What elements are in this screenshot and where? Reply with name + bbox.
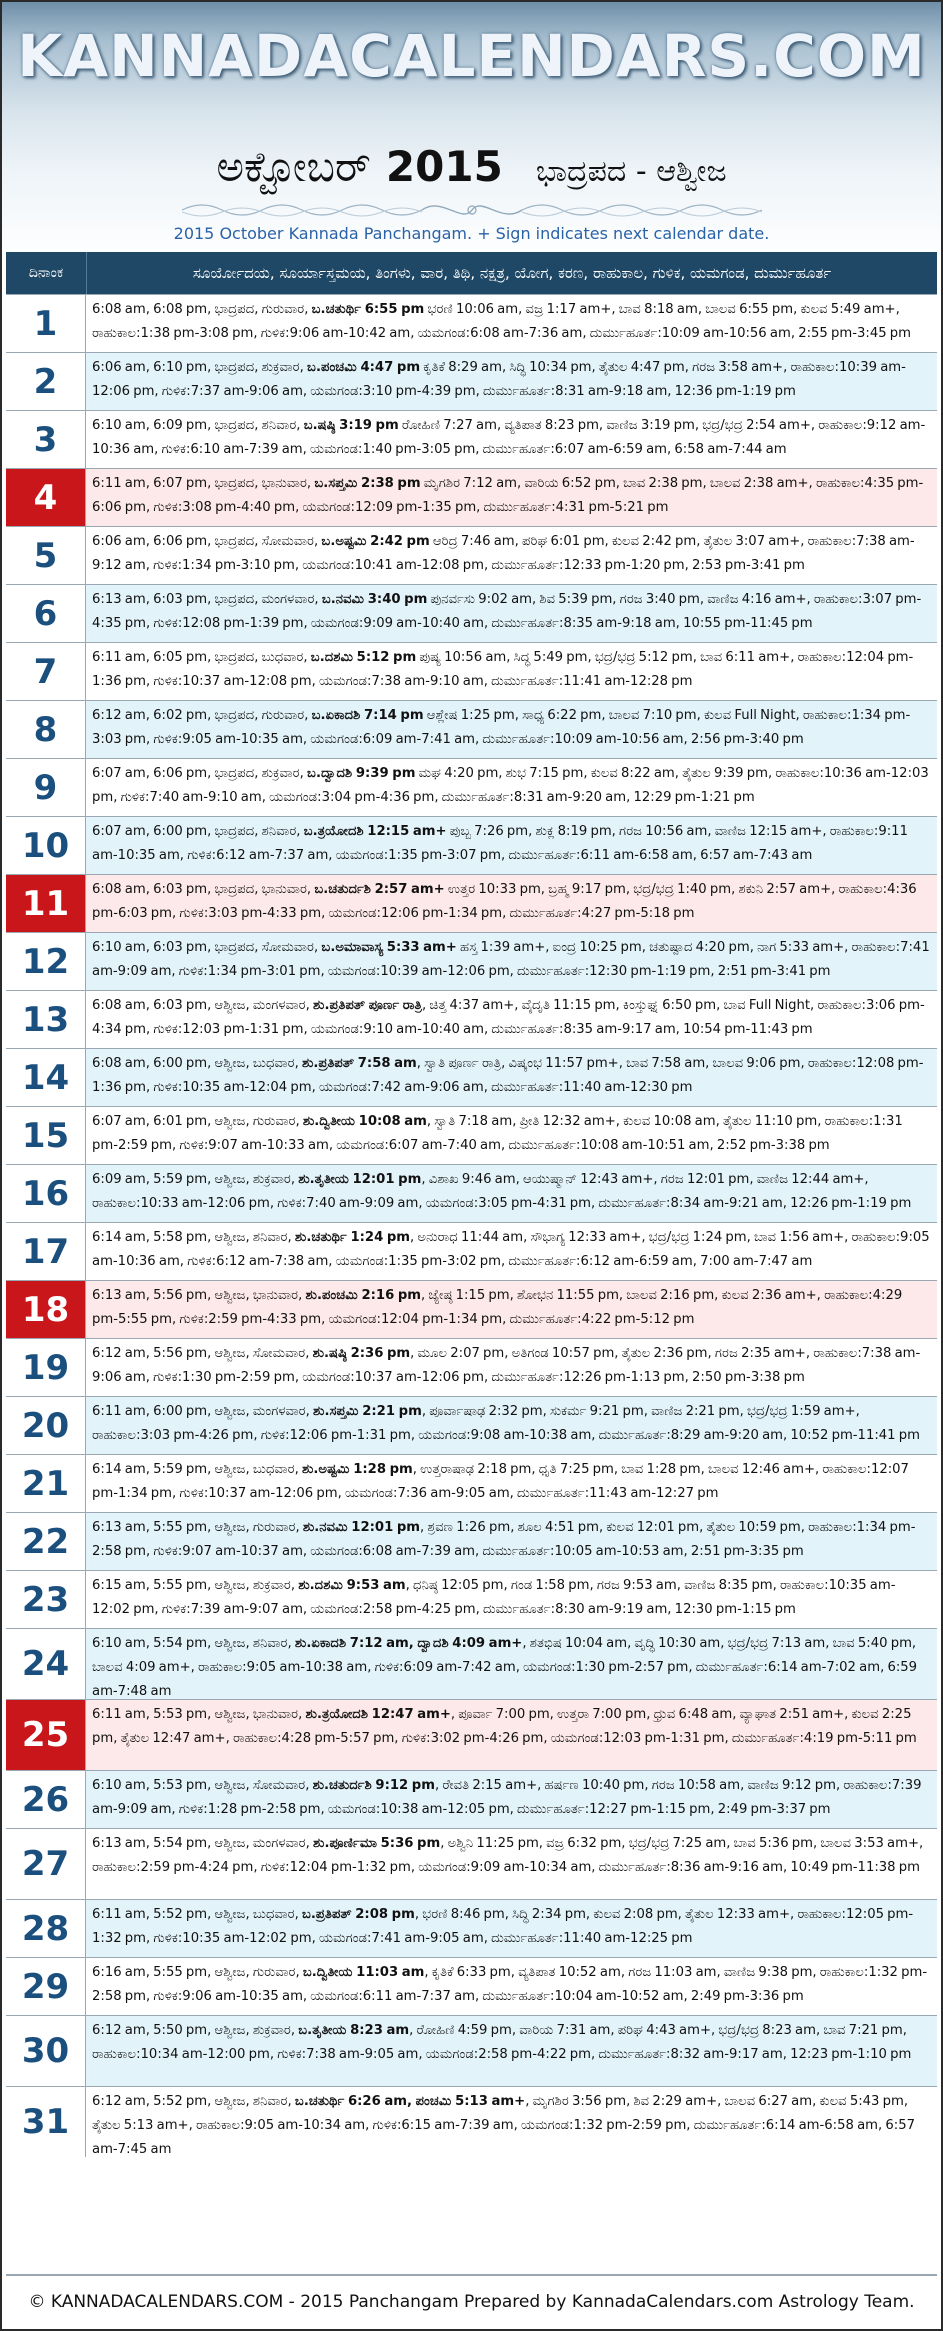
day-details-lead: 6:13 am, 6:03 pm, ಭಾದ್ರಪದ, ಮಂಗಳವಾರ, (92, 592, 322, 607)
tithi: ಬ.ಪ್ರತಿಪತ್ 2:08 pm (301, 1907, 415, 1922)
day-details-rest: , ಜ್ಯೇಷ್ಠ 1:15 pm, ಶೋಭನ 11:55 pm, ಬಾಲವ 2:16 pm, ಕುಲವ 2:36 am+, ರಾಹುಕಾಲ:4:29 pm-5:55 pm, ಗುಳಿಕ:2:59 pm-4:33 pm, ಯಮಗಂಡ:12:04 pm-1:34 pm, ದುರ್ಮುಹೂರ್ತ:4:22 pm-5:12 pm (92, 1288, 903, 1327)
day-details-lead: 6:10 am, 6:03 pm, ಭಾದ್ರಪದ, ಸೋಮವಾರ, (92, 940, 322, 955)
day-details (86, 2087, 937, 2157)
day-details-rest: ಭರಣಿ 10:06 am, ವಜ್ರ 1:17 am+, ಬಾವ 8:18 am, ಬಾಲವ 6:55 pm, ಕುಲವ 5:49 am+, ರಾಹುಕಾಲ:1:38 pm-3:08 pm, ಗುಳಿಕ:9:06 am-10:42 am, ಯಮಗಂಡ:6:08 am-7:36 am, ದುರ್ಮುಹೂರ್ತ:10:09 am-10:56 am, 2:55 pm-3:45 pm (92, 302, 912, 341)
day-details-rest: , ಪೂರ್ವಾಷಾಢ 2:32 pm, ಸುಕರ್ಮ 9:21 pm, ವಾಣಿಜ 2:21 pm, ಭದ್ರ/ಭದ್ರ 1:59 am+, ರಾಹುಕಾಲ:3:03 pm-4:26 pm, ಗುಳಿಕ:12:06 pm-1:31 pm, ಯಮಗಂಡ:9:08 am-10:38 am, ದುರ್ಮುಹೂರ್ತ:8:29 am-9:20 am, 10:52 pm-11:41 pm (92, 1404, 920, 1443)
tithi: ಬ.ತ್ರಯೋದಶಿ 12:15 am+ (303, 824, 447, 839)
tithi: ಶು.ಪ್ರತಿಪತ್ 7:58 am (301, 1056, 417, 1071)
day-details (86, 527, 937, 584)
date-number: 9 (6, 759, 86, 816)
subtitle: 2015 October Kannada Panchangam. + Sign indicates next calendar date. (173, 224, 770, 243)
day-details (86, 1829, 937, 1899)
date-number: 20 (6, 1397, 86, 1454)
day-details (86, 1629, 937, 1699)
day-row (6, 1770, 937, 1828)
day-details-rest: ಮೃಗಶಿರ 7:12 am, ವಾರಿಯ 6:52 pm, ಬಾವ 2:38 pm, ಬಾಲವ 2:38 am+, ರಾಹುಕಾಲ:4:35 pm-6:06 pm, ಗುಳಿಕ:3:08 pm-4:40 pm, ಯಮಗಂಡ:12:09 pm-1:35 pm, ದುರ್ಮುಹೂರ್ತ:4:31 pm-5:21 pm (92, 476, 924, 515)
date-number: 24 (6, 1629, 86, 1699)
day-details-lead: 6:12 am, 5:52 pm, ಆಶ್ವೀಜ, ಶನಿವಾರ, (92, 2094, 295, 2109)
day-row (6, 816, 937, 874)
day-details-lead: 6:07 am, 6:06 pm, ಭಾದ್ರಪದ, ಶುಕ್ರವಾರ, (92, 766, 308, 781)
date-number: 16 (6, 1165, 86, 1222)
tithi: ಬ.ತೃತೀಯ 8:23 am (298, 2023, 410, 2038)
date-number: 19 (6, 1339, 86, 1396)
day-row (6, 1957, 937, 2015)
tithi: ಶು.ದಶಮಿ 9:53 am (298, 1578, 406, 1593)
date-number: 31 (6, 2087, 86, 2157)
day-details-lead: 6:11 am, 6:05 pm, ಭಾದ್ರಪದ, ಬುಧವಾರ, (92, 650, 311, 665)
tithi: ಶು.ಪೂರ್ಣಿಮಾ 5:36 pm (313, 1836, 441, 1851)
day-details-lead: 6:10 am, 5:54 pm, ಆಶ್ವೀಜ, ಶನಿವಾರ, (92, 1636, 295, 1651)
day-details-rest: , ರೋಹಿಣಿ 4:59 pm, ವಾರಿಯ 7:31 am, ಪರಿಘ 4:43 am+, ಭದ್ರ/ಭದ್ರ 8:23 am, ಬಾವ 7:21 pm, ರಾಹುಕಾಲ:10:34 am-12:00 pm, ಗುಳಿಕ:7:38 am-9:05 am, ಯಮಗಂಡ:2:58 pm-4:22 pm, ದುರ್ಮುಹೂರ್ತ:8:32 am-9:17 am, 12:23 pm-1:10 pm (92, 2023, 912, 2062)
day-details-lead: 6:07 am, 6:00 pm, ಭಾದ್ರಪದ, ಶನಿವಾರ, (92, 824, 304, 839)
day-details-rest: ಪುನರ್ವಸು 9:02 am, ಶಿವ 5:39 pm, ಗರಜ 3:40 pm, ವಾಣಿಜ 4:16 am+, ರಾಹುಕಾಲ:3:07 pm-4:35 pm, ಗುಳಿಕ:12:08 pm-1:39 pm, ಯಮಗಂಡ:9:09 am-10:40 am, ದುರ್ಮುಹೂರ್ತ:8:35 am-9:18 am, 10:55 pm-11:45 pm (92, 592, 922, 631)
day-details-lead: 6:08 am, 6:03 pm, ಆಶ್ವೀಜ, ಮಂಗಳವಾರ, (92, 998, 314, 1013)
day-details-rest: , ಮೂಲ 2:07 pm, ಅತಿಗಂಡ 10:57 pm, ತೈತುಲ 2:36 pm, ಗರಜ 2:35 am+, ರಾಹುಕಾಲ:7:38 am-9:06 am, ಗುಳಿಕ:1:30 pm-2:59 pm, ಯಮಗಂಡ:10:37 am-12:06 pm, ದುರ್ಮುಹೂರ್ತ:12:26 pm-1:13 pm, 2:50 pm-3:38 pm (92, 1346, 921, 1385)
tithi: ಬ.ಚತುರ್ಥಿ 6:55 pm (311, 302, 425, 317)
day-row (6, 932, 937, 990)
day-details-lead: 6:11 am, 5:53 pm, ಆಶ್ವೀಜ, ಭಾನುವಾರ, (92, 1707, 306, 1722)
day-details-rest: , ಶ್ರವಣ 1:26 pm, ಶೂಲ 4:51 pm, ಕುಲವ 12:01 pm, ತೈತುಲ 10:59 pm, ರಾಹುಕಾಲ:1:34 pm-2:58 pm, ಗುಳಿಕ:9:07 am-10:37 am, ಯಮಗಂಡ:6:08 am-7:39 am, ದುರ್ಮುಹೂರ್ತ:10:05 am-10:53 am, 2:51 pm-3:35 pm (92, 1520, 916, 1559)
day-details (86, 875, 937, 932)
day-row (6, 1828, 937, 1899)
date-number: 12 (6, 933, 86, 990)
day-details-lead: 6:14 am, 5:58 pm, ಆಶ್ವೀಜ, ಶನಿವಾರ, (92, 1230, 295, 1245)
site-title[interactable]: KANNADACALENDARS.COM (17, 22, 926, 90)
day-details (86, 411, 937, 468)
ornament-divider (182, 198, 762, 222)
table-header (6, 252, 937, 294)
panchangam-table (6, 252, 937, 2157)
day-details (86, 2016, 937, 2086)
tithi: ಬ.ದ್ವಾದಶಿ 9:39 pm (307, 766, 416, 781)
day-details-lead: 6:08 am, 6:00 pm, ಆಶ್ವೀಜ, ಬುಧವಾರ, (92, 1056, 302, 1071)
year: 2015 (385, 142, 503, 191)
day-details (86, 759, 937, 816)
date-number: 1 (6, 295, 86, 352)
day-details-rest: , ಶತಭಿಷ 10:04 am, ವೃದ್ಧಿ 10:30 am, ಭದ್ರ/ಭದ್ರ 7:13 am, ಬಾವ 5:40 pm, ಬಾಲವ 4:09 am+, ರಾಹುಕಾಲ:9:05 am-10:38 am, ಗುಳಿಕ:6:09 am-7:42 am, ಯಮಗಂಡ:1:30 pm-2:57 pm, ದುರ್ಮುಹೂರ್ತ:6:14 am-7:02 am, 6:59 am-7:48 am (92, 1636, 918, 1699)
day-details (86, 295, 937, 352)
day-details (86, 469, 937, 526)
day-details (86, 1223, 937, 1280)
date-number: 28 (6, 1900, 86, 1957)
day-details (86, 353, 937, 410)
day-row (6, 1899, 937, 1957)
masa-label: ಭಾದ್ರಪದ - ಆಶ್ವೀಜ (535, 154, 727, 189)
day-row (6, 1699, 937, 1770)
day-row (6, 1280, 937, 1338)
day-details-lead: 6:08 am, 6:03 pm, ಭಾದ್ರಪದ, ಭಾನುವಾರ, (92, 882, 315, 897)
date-number: 23 (6, 1571, 86, 1628)
day-details-lead: 6:10 am, 6:09 pm, ಭಾದ್ರಪದ, ಶನಿವಾರ, (92, 418, 304, 433)
tithi: ಬ.ಚತುರ್ಥಿ 6:26 am, ಪಂಚಮಿ 5:13 am+ (294, 2094, 526, 2109)
day-details-rest: ಆರಿದ್ರ 7:46 am, ಪರಿಘ 6:01 pm, ಕುಲವ 2:42 pm, ತೈತುಲ 3:07 am+, ರಾಹುಕಾಲ:7:38 am-9:12 am, ಗುಳಿಕ:1:34 pm-3:10 pm, ಯಮಗಂಡ:10:41 am-12:08 pm, ದುರ್ಮುಹೂರ್ತ:12:33 pm-1:20 pm, 2:53 pm-3:41 pm (92, 534, 915, 573)
day-row (6, 1628, 937, 1699)
date-number: 26 (6, 1771, 86, 1828)
tithi: ಬ.ನವಮಿ 3:40 pm (321, 592, 428, 607)
day-details-rest: , ಸ್ವಾತಿ ಪೂರ್ಣ ರಾತ್ರಿ, ವಿಷ್ಕಂಭ 11:57 pm+, ಬಾವ 7:58 am, ಬಾಲವ 9:06 pm, ರಾಹುಕಾಲ:12:08 pm-1:36 pm, ಗುಳಿಕ:10:35 am-12:04 pm, ಯಮಗಂಡ:7:42 am-9:06 am, ದುರ್ಮುಹೂರ್ತ:11:40 am-12:30 pm (92, 1056, 924, 1095)
day-details (86, 817, 937, 874)
day-details-rest: , ಸ್ವಾತಿ 7:18 am, ಪ್ರೀತಿ 12:32 am+, ಕುಲವ 10:08 am, ತೈತುಲ 11:10 pm, ರಾಹುಕಾಲ:1:31 pm-2:59 pm, ಗುಳಿಕ:9:07 am-10:33 am, ಯಮಗಂಡ:6:07 am-7:40 am, ದುರ್ಮುಹೂರ್ತ:10:08 am-10:51 am, 2:52 pm-3:38 pm (92, 1114, 903, 1153)
date-number: 25 (6, 1700, 86, 1770)
day-details (86, 585, 937, 642)
date-number: 13 (6, 991, 86, 1048)
day-details (86, 1165, 937, 1222)
tithi: ಶು.ಚತುರ್ದಶಿ 9:12 pm (312, 1778, 435, 1793)
day-row (6, 1396, 937, 1454)
day-details-rest: ಮಘ 4:20 pm, ಶುಭ 7:15 pm, ಕುಲವ 8:22 am, ತೈತುಲ 9:39 pm, ರಾಹುಕಾಲ:10:36 am-12:03 pm, ಗುಳಿಕ:7:40 am-9:10 am, ಯಮಗಂಡ:3:04 pm-4:36 pm, ದುರ್ಮುಹೂರ್ತ:8:31 am-9:20 am, 12:29 pm-1:21 pm (92, 766, 929, 805)
date-number: 22 (6, 1513, 86, 1570)
day-details (86, 1049, 937, 1106)
day-details (86, 1513, 937, 1570)
day-row (6, 468, 937, 526)
tithi: ಬ.ಷಷ್ಠಿ 3:19 pm (303, 418, 399, 433)
tithi: ಬ.ಅಷ್ಟಮಿ 2:42 pm (321, 534, 430, 549)
date-number: 21 (6, 1455, 86, 1512)
date-number: 3 (6, 411, 86, 468)
day-details (86, 933, 937, 990)
tithi: ಶು.ತೃತೀಯ 12:01 pm (298, 1172, 422, 1187)
day-row (6, 526, 937, 584)
day-details (86, 1107, 937, 1164)
day-details-rest: , ಚಿತ್ತ 4:37 am+, ವೈದೃತಿ 11:15 pm, ಕಿಂಸ್ತುಘ್ನ 6:50 pm, ಬಾವ Full Night, ರಾಹುಕಾಲ:3:06 pm-4:34 pm, ಗುಳಿಕ:12:03 pm-1:31 pm, ಯಮಗಂಡ:9:10 am-10:40 am, ದುರ್ಮುಹೂರ್ತ:8:35 am-9:17 am, 10:54 pm-11:43 pm (92, 998, 925, 1037)
date-column-header: ದಿನಾಂಕ (6, 252, 87, 294)
day-row (6, 990, 937, 1048)
day-row (6, 1222, 937, 1280)
day-details-rest: ಪುಬ್ಬ 7:26 pm, ಶುಕ್ಲ 8:19 pm, ಗರಜ 10:56 am, ವಾಣಿಜ 12:15 am+, ರಾಹುಕಾಲ:9:11 am-10:35 am, ಗುಳಿಕ:6:12 am-7:37 am, ಯಮಗಂಡ:1:35 pm-3:07 pm, ದುರ್ಮುಹೂರ್ತ:6:11 am-6:58 am, 6:57 am-7:43 am (92, 824, 908, 863)
day-details-lead: 6:06 am, 6:06 pm, ಭಾದ್ರಪದ, ಸೋಮವಾರ, (92, 534, 322, 549)
day-details-rest: , ಪೂರ್ವಾ 7:00 pm, ಉತ್ತರಾ 7:00 pm, ಧ್ರುವ 6:48 am, ವ್ಯಾಘಾತ 2:51 am+, ಕುಲವ 2:25 pm, ತೈತುಲ 12:47 am+, ರಾಹುಕಾಲ:4:28 pm-5:57 pm, ಗುಳಿಕ:3:02 pm-4:26 pm, ಯಮಗಂಡ:12:03 pm-1:31 pm, ದುರ್ಮುಹೂರ್ತ:4:19 pm-5:11 pm (92, 1707, 917, 1746)
day-row (6, 758, 937, 816)
tithi: ಶು.ಅಷ್ಟಮಿ 1:28 pm (301, 1462, 413, 1477)
day-details-lead: 6:10 am, 5:53 pm, ಆಶ್ವೀಜ, ಸೋಮವಾರ, (92, 1778, 313, 1793)
day-details-lead: 6:12 am, 5:56 pm, ಆಶ್ವೀಜ, ಸೋಮವಾರ, (92, 1346, 313, 1361)
day-row (6, 1106, 937, 1164)
date-number: 4 (6, 469, 86, 526)
date-number: 11 (6, 875, 86, 932)
day-details (86, 1339, 937, 1396)
day-details (86, 1700, 937, 1770)
date-number: 18 (6, 1281, 86, 1338)
day-details-rest: ಉತ್ತರ 10:33 pm, ಬ್ರಹ್ಮ 9:17 pm, ಭದ್ರ/ಭದ್ರ 1:40 pm, ಶಕುನಿ 2:57 am+, ರಾಹುಕಾಲ:4:36 pm-6:03 pm, ಗುಳಿಕ:3:03 pm-4:33 pm, ಯಮಗಂಡ:12:06 pm-1:34 pm, ದುರ್ಮುಹೂರ್ತ:4:27 pm-5:18 pm (92, 882, 917, 921)
tithi: ಬ.ಸಪ್ತಮಿ 2:38 pm (314, 476, 421, 491)
day-details (86, 643, 937, 700)
day-row (6, 874, 937, 932)
day-details-rest: , ವಿಶಾಖ 9:46 am, ಆಯುಷ್ಮಾನ್ 12:43 am+, ಗರಜ 12:01 pm, ವಾಣಿಜ 12:44 am+, ರಾಹುಕಾಲ:10:33 am-12:06 pm, ಗುಳಿಕ:7:40 am-9:09 am, ಯಮಗಂಡ:3:05 pm-4:31 pm, ದುರ್ಮುಹೂರ್ತ:8:34 am-9:21 am, 12:26 pm-1:19 pm (92, 1172, 912, 1211)
tithi: ಶು.ಪ್ರತಿಪತ್ ಪೂರ್ಣ ರಾತ್ರಿ (313, 998, 422, 1013)
tithi: ಬ.ಚತುರ್ದಶಿ 2:57 am+ (314, 882, 445, 897)
day-details-rest: ರೋಹಿಣಿ 7:27 am, ವ್ಯತಿಪಾತ 8:23 pm, ವಾಣಿಜ 3:19 pm, ಭದ್ರ/ಭದ್ರ 2:54 am+, ರಾಹುಕಾಲ:9:12 am-10:36 am, ಗುಳಿಕ:6:10 am-7:39 am, ಯಮಗಂಡ:1:40 pm-3:05 pm, ದುರ್ಮುಹೂರ್ತ:6:07 am-6:59 am, 6:58 am-7:44 am (92, 418, 926, 457)
tithi: ಬ.ಏಕಾದಶಿ 7:14 pm (311, 708, 424, 723)
tithi: ಶು.ಚತುರ್ಥಿ 1:24 pm (294, 1230, 411, 1245)
day-row (6, 2015, 937, 2086)
tithi: ಬ.ದಶಮಿ 5:12 pm (310, 650, 417, 665)
tithi: ಬ.ಅಮಾವಾಸ್ಯ 5:33 am+ (321, 940, 457, 955)
tithi: ಶು.ಸಪ್ತಮಿ 2:21 pm (313, 1404, 422, 1419)
day-details (86, 991, 937, 1048)
day-details-rest: , ಅಶ್ವಿನಿ 11:25 pm, ವಜ್ರ 6:32 pm, ಭದ್ರ/ಭದ್ರ 7:25 am, ಬಾವ 5:36 pm, ಬಾಲವ 3:53 am+, ರಾಹುಕಾಲ:2:59 pm-4:24 pm, ಗುಳಿಕ:12:04 pm-1:32 pm, ಯಮಗಂಡ:9:09 am-10:34 am, ದುರ್ಮುಹೂರ್ತ:8:36 am-9:16 am, 10:49 pm-11:38 pm (92, 1836, 924, 1875)
date-number: 30 (6, 2016, 86, 2086)
day-details-rest: , ಮೃಗಶಿರ 3:56 pm, ಶಿವ 2:29 am+, ಬಾಲವ 6:27 am, ಕುಲವ 5:43 pm, ತೈತುಲ 5:13 am+, ರಾಹುಕಾಲ:9:05 am-10:34 am, ಗುಳಿಕ:6:15 am-7:39 am, ಯಮಗಂಡ:1:32 pm-2:59 pm, ದುರ್ಮುಹೂರ್ತ:6:14 am-6:58 am, 6:57 am-7:45 am (92, 2094, 916, 2157)
month-title (2, 142, 941, 192)
table-body (6, 294, 937, 2157)
date-number: 14 (6, 1049, 86, 1106)
date-number: 2 (6, 353, 86, 410)
day-row (6, 642, 937, 700)
tithi: ಶು.ಏಕಾದಶಿ 7:12 am, ದ್ವಾದಶಿ 4:09 am+ (294, 1636, 523, 1651)
day-details-lead: 6:06 am, 6:10 pm, ಭಾದ್ರಪದ, ಶುಕ್ರವಾರ, (92, 360, 308, 375)
day-details (86, 1900, 937, 1957)
day-details (86, 1571, 937, 1628)
day-row (6, 410, 937, 468)
tithi: ಶು.ದ್ವಿತೀಯ 10:08 am (302, 1114, 427, 1129)
day-row (6, 1512, 937, 1570)
day-details-rest: ಪುಷ್ಯ 10:56 am, ಸಿದ್ಧ 5:49 pm, ಭದ್ರ/ಭದ್ರ 5:12 pm, ಬಾವ 6:11 am+, ರಾಹುಕಾಲ:12:04 pm-1:36 pm, ಗುಳಿಕ:10:37 am-12:08 pm, ಯಮಗಂಡ:7:38 am-9:10 am, ದುರ್ಮುಹೂರ್ತ:11:41 am-12:28 pm (92, 650, 914, 689)
day-details-lead: 6:16 am, 5:55 pm, ಆಶ್ವೀಜ, ಗುರುವಾರ, (92, 1965, 303, 1980)
day-row (6, 700, 937, 758)
day-details (86, 701, 937, 758)
date-number: 6 (6, 585, 86, 642)
date-number: 15 (6, 1107, 86, 1164)
day-details-lead: 6:14 am, 5:59 pm, ಆಶ್ವೀಜ, ಬುಧವಾರ, (92, 1462, 302, 1477)
day-details (86, 1771, 937, 1828)
day-details-lead: 6:12 am, 5:50 pm, ಆಶ್ವೀಜ, ಶುಕ್ರವಾರ, (92, 2023, 299, 2038)
details-column-header: ಸೂರ್ಯೋದಯ, ಸೂರ್ಯಾಸ್ತಮಯ, ತಿಂಗಳು, ವಾರ, ತಿಥಿ, ನಕ್ಷತ್ರ, ಯೋಗ, ಕರಣ, ರಾಹುಕಾಲ, ಗುಳಿಕ, ಯಮಗಂಡ, ದುರ್ಮುಹೂರ್ತ (192, 264, 832, 282)
day-row (6, 1338, 937, 1396)
day-details-lead: 6:11 am, 5:52 pm, ಆಶ್ವೀಜ, ಬುಧವಾರ, (92, 1907, 302, 1922)
day-details-rest: ಆಶ್ಲೇಷ 1:25 pm, ಸಾಧ್ಯ 6:22 pm, ಬಾಲವ 7:10 pm, ಕುಲವ Full Night, ರಾಹುಕಾಲ:1:34 pm-3:03 pm, ಗುಳಿಕ:9:05 am-10:35 am, ಯಮಗಂಡ:6:09 am-7:41 am, ದುರ್ಮುಹೂರ್ತ:10:09 am-10:56 am, 2:56 pm-3:40 pm (92, 708, 911, 747)
day-details-rest: ಹಸ್ತ 1:39 am+, ಐಂದ್ರ 10:25 pm, ಚತುಷ್ಪಾದ 4:20 pm, ನಾಗ 5:33 am+, ರಾಹುಕಾಲ:7:41 am-9:09 am, ಗುಳಿಕ:1:34 pm-3:01 pm, ಯಮಗಂಡ:10:39 am-12:06 pm, ದುರ್ಮುಹೂರ್ತ:12:30 pm-1:19 pm, 2:51 pm-3:41 pm (92, 940, 930, 979)
page-header (2, 2, 941, 260)
day-details (86, 1281, 937, 1338)
tithi: ಬ.ಪಂಚಮಿ 4:47 pm (307, 360, 421, 375)
tithi: ಶು.ತ್ರಯೋದಶಿ 12:47 am+ (305, 1707, 451, 1722)
day-details-rest: ಕೃತಿಕೆ 8:29 am, ಸಿದ್ಧಿ 10:34 pm, ತೈತುಲ 4:47 pm, ಗರಜ 3:58 am+, ರಾಹುಕಾಲ:10:39 am-12:06 pm, ಗುಳಿಕ:7:37 am-9:06 am, ಯಮಗಂಡ:3:10 pm-4:39 pm, ದುರ್ಮುಹೂರ್ತ:8:31 am-9:18 am, 12:36 pm-1:19 pm (92, 360, 906, 399)
date-number: 10 (6, 817, 86, 874)
day-details-rest: , ಧನಿಷ್ಠ 12:05 pm, ಗಂಡ 1:58 pm, ಗರಜ 9:53 am, ವಾಣಿಜ 8:35 pm, ರಾಹುಕಾಲ:10:35 am-12:02 pm, ಗುಳಿಕ:7:39 am-9:07 am, ಯಮಗಂಡ:2:58 pm-4:25 pm, ದುರ್ಮುಹೂರ್ತ:8:30 am-9:19 am, 12:30 pm-1:15 pm (92, 1578, 896, 1617)
day-details-rest: , ಅನುರಾಧ 11:44 am, ಸೌಭಾಗ್ಯ 12:33 am+, ಭದ್ರ/ಭದ್ರ 1:24 pm, ಬಾವ 1:56 am+, ರಾಹುಕಾಲ:9:05 am-10:36 am, ಗುಳಿಕ:6:12 am-7:38 am, ಯಮಗಂಡ:1:35 pm-3:02 pm, ದುರ್ಮುಹೂರ್ತ:6:12 am-6:59 am, 7:00 am-7:47 am (92, 1230, 930, 1269)
day-details-rest: , ಉತ್ತರಾಷಾಢ 2:18 pm, ಧೃತಿ 7:25 pm, ಬಾವ 1:28 pm, ಬಾಲವ 12:46 am+, ರಾಹುಕಾಲ:12:07 pm-1:34 pm, ಗುಳಿಕ:10:37 am-12:06 pm, ಯಮಗಂಡ:7:36 am-9:05 am, ದುರ್ಮುಹೂರ್ತ:11:43 am-12:27 pm (92, 1462, 909, 1501)
day-details (86, 1958, 937, 2015)
tithi: ಶು.ಷಷ್ಠಿ 2:36 pm (312, 1346, 411, 1361)
day-details-lead: 6:09 am, 5:59 pm, ಆಶ್ವೀಜ, ಶುಕ್ರವಾರ, (92, 1172, 299, 1187)
day-details-lead: 6:11 am, 6:00 pm, ಆಶ್ವೀಜ, ಮಂಗಳವಾರ, (92, 1404, 314, 1419)
day-row (6, 1570, 937, 1628)
day-row (6, 2086, 937, 2157)
date-number: 17 (6, 1223, 86, 1280)
day-row (6, 1454, 937, 1512)
day-row (6, 294, 937, 352)
date-number: 8 (6, 701, 86, 758)
day-row (6, 1048, 937, 1106)
tithi: ಶು.ಪಂಚಮಿ 2:16 pm (305, 1288, 422, 1303)
day-details (86, 1455, 937, 1512)
day-details-lead: 6:13 am, 5:56 pm, ಆಶ್ವೀಜ, ಭಾನುವಾರ, (92, 1288, 306, 1303)
day-details-lead: 6:13 am, 5:55 pm, ಆಶ್ವೀಜ, ಗುರುವಾರ, (92, 1520, 303, 1535)
tithi: ಶು.ನವಮಿ 12:01 pm (302, 1520, 421, 1535)
day-details-lead: 6:12 am, 6:02 pm, ಭಾದ್ರಪದ, ಗುರುವಾರ, (92, 708, 312, 723)
tithi: ಬ.ದ್ವಿತೀಯ 11:03 am (302, 1965, 425, 1980)
day-row (6, 352, 937, 410)
day-details-lead: 6:15 am, 5:55 pm, ಆಶ್ವೀಜ, ಶುಕ್ರವಾರ, (92, 1578, 299, 1593)
date-number: 5 (6, 527, 86, 584)
month-name: ಅಕ್ಟೋಬರ್ (216, 142, 371, 191)
day-details (86, 1397, 937, 1454)
day-details-lead: 6:07 am, 6:01 pm, ಆಶ್ವೀಜ, ಗುರುವಾರ, (92, 1114, 303, 1129)
day-row (6, 1164, 937, 1222)
day-details-lead: 6:13 am, 5:54 pm, ಆಶ್ವೀಜ, ಮಂಗಳವಾರ, (92, 1836, 314, 1851)
date-number: 7 (6, 643, 86, 700)
footer: © KANNADACALENDARS.COM - 2015 Panchangam Prepared by KannadaCalendars.com Astrology Team. (6, 2274, 937, 2327)
day-details-rest: , ರೇವತಿ 2:15 am+, ಹರ್ಷಣ 10:40 pm, ಗರಜ 10:58 am, ವಾಣಿಜ 9:12 pm, ರಾಹುಕಾಲ:7:39 am-9:09 am, ಗುಳಿಕ:1:28 pm-2:58 pm, ಯಮಗಂಡ:10:38 am-12:05 pm, ದುರ್ಮುಹೂರ್ತ:12:27 pm-1:15 pm, 2:49 pm-3:37 pm (92, 1778, 922, 1817)
day-details-rest: , ಭರಣಿ 8:46 pm, ಸಿದ್ಧಿ 2:34 pm, ಕುಲವ 2:08 pm, ತೈತುಲ 12:33 am+, ರಾಹುಕಾಲ:12:05 pm-1:32 pm, ಗುಳಿಕ:10:35 am-12:02 pm, ಯಮಗಂಡ:7:41 am-9:05 am, ದುರ್ಮುಹೂರ್ತ:11:40 am-12:25 pm (92, 1907, 914, 1946)
day-details-lead: 6:08 am, 6:08 pm, ಭಾದ್ರಪದ, ಗುರುವಾರ, (92, 302, 312, 317)
date-number: 27 (6, 1829, 86, 1899)
day-row (6, 584, 937, 642)
day-details-lead: 6:11 am, 6:07 pm, ಭಾದ್ರಪದ, ಭಾನುವಾರ, (92, 476, 315, 491)
date-number: 29 (6, 1958, 86, 2015)
day-details-rest: , ಕೃತಿಕೆ 6:33 pm, ವ್ಯತಿಪಾತ 10:52 am, ಗರಜ 11:03 am, ವಾಣಿಜ 9:38 pm, ರಾಹುಕಾಲ:1:32 pm-2:58 pm, ಗುಳಿಕ:9:06 am-10:35 am, ಯಮಗಂಡ:6:11 am-7:37 am, ದುರ್ಮುಹೂರ್ತ:10:04 am-10:52 am, 2:49 pm-3:36 pm (92, 1965, 928, 2004)
